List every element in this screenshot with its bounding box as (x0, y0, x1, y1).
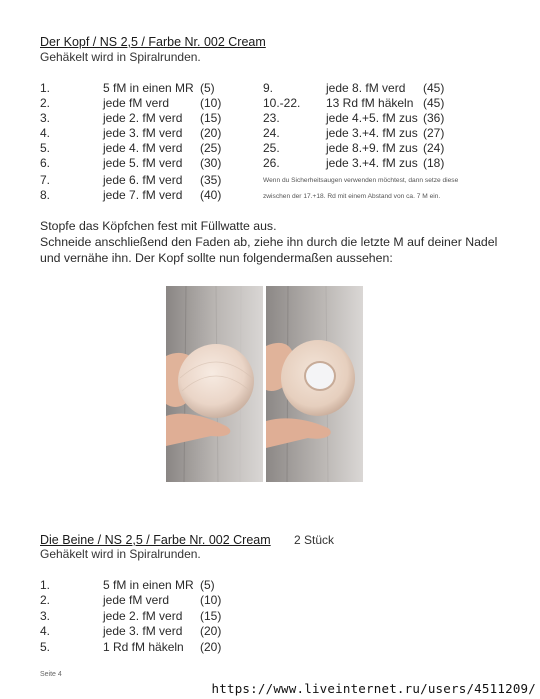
list-item (40, 173, 240, 188)
row-instruction: jede fM verd (103, 96, 170, 110)
list-item (40, 640, 240, 655)
row-instruction: jede 8.+9. fM zus (326, 141, 418, 155)
source-url-watermark: https://www.liveinternet.ru/users/4511209/ (211, 681, 536, 696)
row-count: (36) (423, 111, 445, 125)
row-number: 24. (263, 126, 280, 140)
instruction-line-1: Stopfe das Köpfchen fest mit Füllwatte aus. (40, 219, 277, 233)
row-count: (40) (200, 188, 222, 202)
row-number: 2. (40, 593, 51, 607)
head-section-subtitle: Gehäkelt wird in Spiralrunden. (40, 50, 201, 64)
row-instruction: jede 5. fM verd (103, 156, 183, 170)
list-item (263, 81, 463, 96)
row-number: 6. (40, 156, 51, 170)
row-number: 3. (40, 111, 51, 125)
row-instruction: 13 Rd fM häkeln (326, 96, 414, 110)
row-number: 7. (40, 173, 51, 187)
row-instruction: 1 Rd fM häkeln (103, 640, 184, 654)
row-instruction: jede 8. fM verd (326, 81, 406, 95)
row-instruction: jede 3.+4. fM zus (326, 156, 418, 170)
legs-section-subtitle: Gehäkelt wird in Spiralrunden. (40, 547, 201, 561)
instruction-line-2: Schneide anschließend den Faden ab, ziehe ihn durch die letzte M auf deiner Nadel (40, 235, 498, 249)
row-instruction: jede 2. fM verd (103, 609, 183, 623)
row-count: (27) (423, 126, 445, 140)
row-count: (20) (200, 640, 222, 654)
row-count: (10) (200, 593, 222, 607)
list-item (263, 156, 463, 171)
list-item (263, 111, 463, 126)
safety-eyes-note-line-2: zwischen der 17.+18. Rd mit einem Abstand von ca. 7 M ein. (263, 193, 441, 200)
row-count: (5) (200, 578, 215, 592)
row-count: (20) (200, 126, 222, 140)
row-number: 3. (40, 609, 51, 623)
row-count: (20) (200, 624, 222, 638)
row-count: (15) (200, 111, 222, 125)
row-instruction: jede 4.+5. fM zus (326, 111, 418, 125)
row-number: 5. (40, 141, 51, 155)
safety-eyes-note-line-1: Wenn du Sicherheitsaugen verwenden möchtest, dann setze diese (263, 177, 459, 184)
row-instruction: 5 fM in einen MR (103, 81, 194, 95)
row-number: 9. (263, 81, 274, 95)
instruction-line-3: und vernähe ihn. Der Kopf sollte nun folgendermaßen aussehen: (40, 251, 393, 265)
row-number: 1. (40, 81, 51, 95)
list-item (40, 81, 240, 96)
row-instruction: 5 fM in einen MR (103, 578, 194, 592)
row-count: (18) (423, 156, 445, 170)
row-count: (45) (423, 81, 445, 95)
row-count: (25) (200, 141, 222, 155)
row-number: 5. (40, 640, 51, 654)
list-item (40, 96, 240, 111)
page-number: Seite 4 (40, 671, 62, 678)
list-item (263, 96, 463, 111)
row-number: 25. (263, 141, 280, 155)
list-item (40, 593, 240, 608)
head-section-title: Der Kopf / NS 2,5 / Farbe Nr. 002 Cream (40, 35, 266, 49)
row-instruction: jede 6. fM verd (103, 173, 183, 187)
row-number: 26. (263, 156, 280, 170)
row-instruction: jede fM verd (103, 593, 170, 607)
row-number: 1. (40, 578, 51, 592)
list-item (40, 578, 240, 593)
list-item (40, 111, 240, 126)
row-instruction: jede 3. fM verd (103, 126, 183, 140)
row-instruction: jede 3. fM verd (103, 624, 183, 638)
row-number: 8. (40, 188, 51, 202)
row-instruction: jede 2. fM verd (103, 111, 183, 125)
head-photo-opening (266, 286, 363, 482)
row-number: 4. (40, 126, 51, 140)
list-item (263, 141, 463, 156)
legs-section-title: Die Beine / NS 2,5 / Farbe Nr. 002 Cream (40, 533, 271, 547)
row-number: 4. (40, 624, 51, 638)
row-count: (5) (200, 81, 215, 95)
list-item (40, 141, 240, 156)
legs-quantity: 2 Stück (294, 533, 335, 547)
list-item (263, 126, 463, 141)
list-item (40, 624, 240, 639)
row-count: (15) (200, 609, 222, 623)
row-count: (24) (423, 141, 445, 155)
row-number: 2. (40, 96, 51, 110)
row-count: (45) (423, 96, 445, 110)
list-item (40, 126, 240, 141)
row-instruction: jede 4. fM verd (103, 141, 183, 155)
list-item (40, 188, 240, 203)
head-photo-front (166, 286, 263, 482)
row-instruction: jede 3.+4. fM zus (326, 126, 418, 140)
row-count: (35) (200, 173, 222, 187)
row-number: 10.-22. (263, 96, 301, 110)
list-item (40, 609, 240, 624)
row-count: (10) (200, 96, 222, 110)
row-number: 23. (263, 111, 280, 125)
row-count: (30) (200, 156, 222, 170)
row-instruction: jede 7. fM verd (103, 188, 183, 202)
list-item (40, 156, 240, 171)
